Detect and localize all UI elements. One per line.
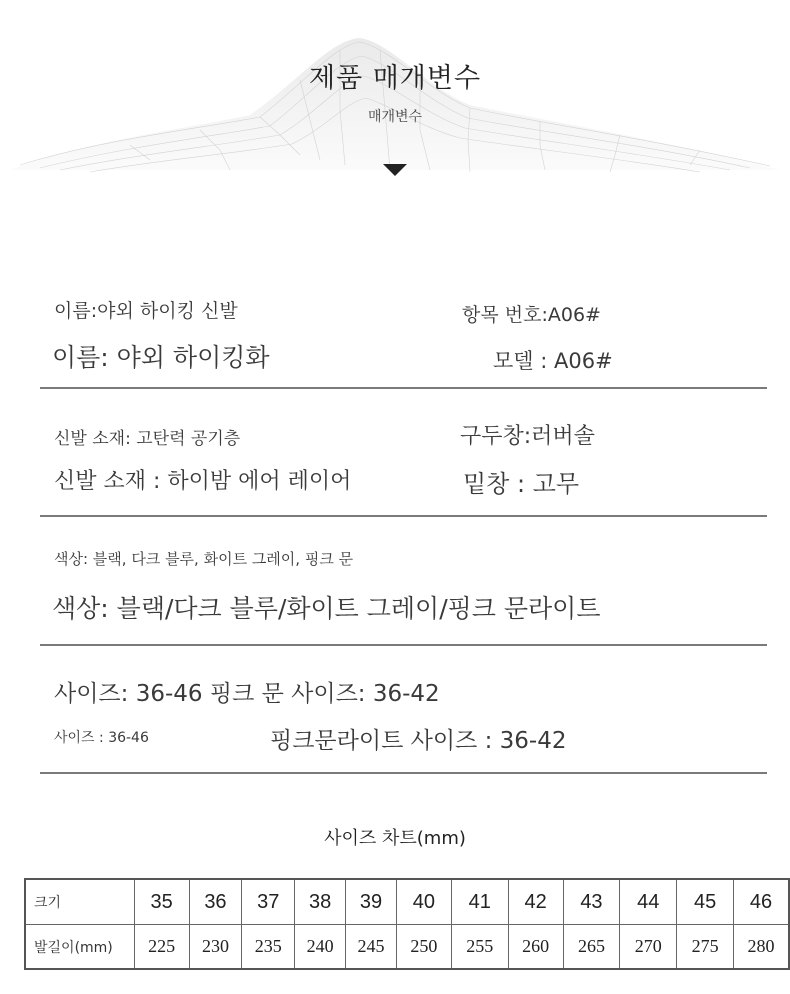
page-subtitle: 매개변수 — [367, 109, 423, 125]
size-cell: 46 — [734, 879, 789, 925]
foot-length-cell: 270 — [620, 925, 677, 970]
size-small-text: 사이즈 : 36-46 — [54, 730, 149, 746]
foot-length-cell: 265 — [563, 925, 620, 970]
size-cell: 43 — [563, 879, 620, 925]
foot-length-cell: 260 — [508, 925, 563, 970]
color-large-text: 색상: 블랙/다크 블루/화이트 그레이/핑크 문라이트 — [52, 594, 601, 623]
foot-length-row — [25, 925, 789, 970]
insole-text: 구두창:러버솔 — [460, 424, 595, 449]
size-cell: 38 — [295, 879, 346, 925]
foot-length-cell: 255 — [451, 925, 508, 970]
size-cell: 45 — [677, 879, 734, 925]
foot-length-cell: 230 — [189, 925, 242, 970]
size-cell: 42 — [508, 879, 563, 925]
material-small-text: 신발 소재: 고탄력 공기층 — [54, 429, 241, 449]
size-cell: 36 — [189, 879, 242, 925]
outsole-text: 밑창 : 고무 — [463, 470, 580, 498]
size-large-text: 사이즈: 36-46 핑크 문 사이즈: 36-42 — [54, 681, 440, 707]
name-large-text: 이름: 야외 하이킹화 — [52, 343, 270, 372]
divider-1 — [40, 387, 767, 389]
size-cell: 37 — [242, 879, 295, 925]
foot-length-cell: 240 — [295, 925, 346, 970]
size-cell: 35 — [134, 879, 189, 925]
foot-length-cell: 280 — [734, 925, 789, 970]
foot-length-row-label: 발길이(mm) — [25, 925, 134, 970]
size-cell: 40 — [396, 879, 451, 925]
material-large-text: 신발 소재 : 하이밤 에어 레이어 — [54, 469, 352, 494]
size-cell: 39 — [346, 879, 397, 925]
foot-length-cell: 275 — [677, 925, 734, 970]
color-small-text: 색상: 블랙, 다크 블루, 화이트 그레이, 핑크 문 — [54, 550, 354, 568]
down-arrow-icon — [383, 164, 407, 176]
foot-length-cell: 250 — [396, 925, 451, 970]
divider-3 — [40, 644, 767, 646]
foot-length-cell: 235 — [242, 925, 295, 970]
size-chart-title: 사이즈 차트(mm) — [324, 828, 466, 849]
size-row-label: 크기 — [25, 879, 134, 925]
foot-length-cell: 245 — [346, 925, 397, 970]
size-row — [25, 879, 789, 925]
foot-length-cell: 225 — [134, 925, 189, 970]
header-banner — [0, 0, 790, 190]
size-cell: 41 — [451, 879, 508, 925]
name-small-text: 이름:야외 하이킹 신발 — [54, 300, 238, 322]
size-pink-text: 핑크문라이트 사이즈 : 36-42 — [270, 728, 567, 754]
size-chart-table — [24, 878, 790, 970]
divider-2 — [40, 515, 767, 517]
model-text: 모델 : A06# — [493, 349, 613, 373]
size-cell: 44 — [620, 879, 677, 925]
page-title: 제품 매개변수 — [308, 63, 482, 94]
divider-4 — [40, 772, 767, 774]
item-number-text: 항목 번호:A06# — [462, 304, 601, 326]
